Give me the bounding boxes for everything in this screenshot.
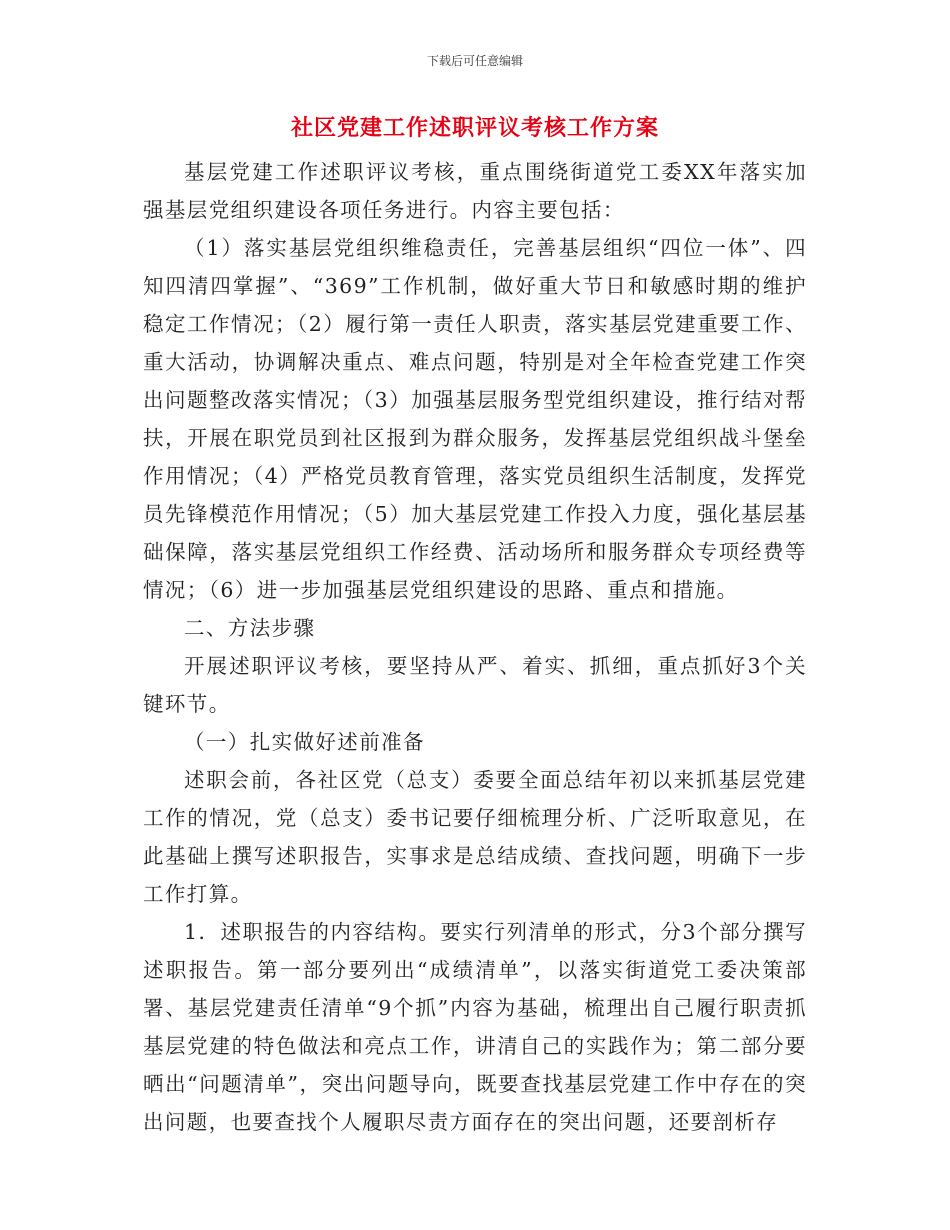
header-note: 下载后可任意编辑 <box>426 54 523 68</box>
document-title: 社区党建工作述职评议考核工作方案 <box>290 116 659 141</box>
paragraph-intro: 基层党建工作述职评议考核，重点围绕街道党工委XX年落实加强基层党组织建设各项任务进行。内容主要包括： <box>143 160 807 222</box>
document-body <box>143 153 807 1141</box>
paragraph-preparation: 述职会前，各社区党（总支）委要全面总结年初以来抓基层党建工作的情况，党（总支）委书记要仔细梳理分析、广泛听取意见，在此基础上撰写述职报告，实事求是总结成绩、查找问题，明确下一步工作打算。 <box>143 768 807 906</box>
subsection-heading-preparation: （一）扎实做好述前准备 <box>184 730 425 754</box>
paragraph-report-structure: 1．述职报告的内容结构。要实行列清单的形式，分3个部分撰写述职报告。第一部分要列出“成绩清单”，以落实街道党工委决策部署、基层党建责任清单“9个抓”内容为基础，梳理出自己履行职责抓基层党建的特色做法和亮点工作，讲清自己的实践作为；第二部分要晒出“问题清单”，突出问题导向，既要查找基层党建工作中存在的突出问题，也要查找个人履职尽责方面存在的突出问题，还要剖析存 <box>143 920 807 1134</box>
section-heading-methods: 二、方法步骤 <box>184 616 316 640</box>
paragraph-methods: 开展述职评议考核，要坚持从严、着实、抓细，重点抓好3个关键环节。 <box>143 654 807 716</box>
paragraph-tasks: （1）落实基层党组织维稳责任，完善基层组织“四位一体”、四知四清四掌握”、“369”工作机制，做好重大节日和敏感时期的维护稳定工作情况；（2）履行第一责任人职责，落实基层党建重要工作、重大活动，协调解决重点、难点问题，特别是对全年检查党建工作突出问题整改落实情况；（3）加强基层服务型党组织建设，推行结对帮扶，开展在职党员到社区报到为群众服务，发挥基层党组织战斗堡垒作用情况；（4）严格党员教育管理，落实党员组织生活制度，发挥党员先锋模范作用情况；（5）加大基层党建工作投入力度，强化基层基础保障，落实基层党组织工作经费、活动场所和服务群众专项经费等情况；（6）进一步加强基层党组织建设的思路、重点和措施。 <box>143 236 807 602</box>
